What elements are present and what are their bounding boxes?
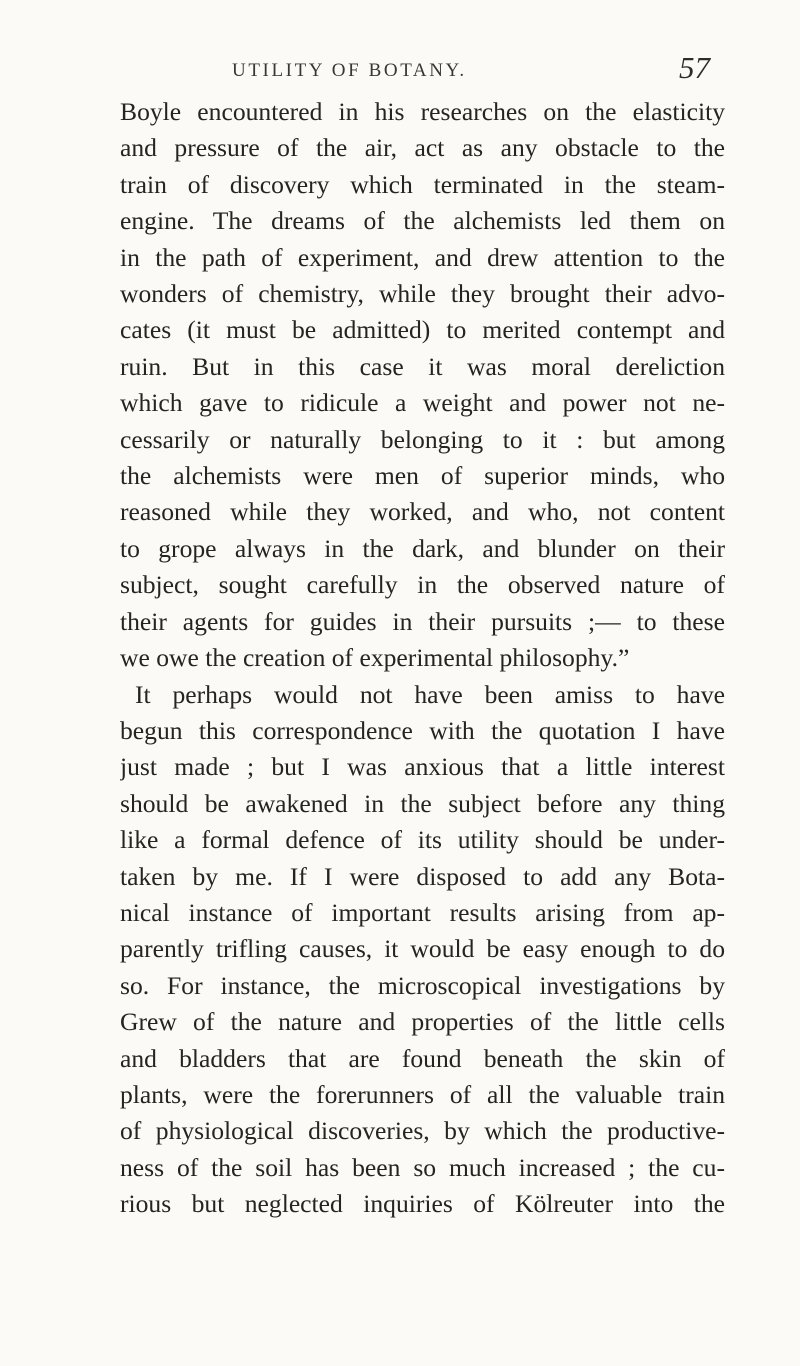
running-header bbox=[110, 50, 710, 94]
text-line: just made ; but I was anxious that a little interest bbox=[120, 752, 725, 782]
text-line: rious but neglected inquiries of Kölreuter into the bbox=[120, 1189, 725, 1219]
text-line: like a formal defence of its utility should be under- bbox=[120, 825, 725, 855]
text-line: the alchemists were men of superior minds, who bbox=[120, 461, 725, 491]
text-line: subject, sought carefully in the observed nature of bbox=[120, 570, 725, 600]
text-line: plants, were the forerunners of all the valuable train bbox=[120, 1079, 725, 1109]
text-line: cessarily or naturally belonging to it : but among bbox=[120, 424, 725, 454]
text-line: of physiological discoveries, by which the productive- bbox=[120, 1116, 725, 1146]
text-line: reasoned while they worked, and who, not content bbox=[120, 497, 725, 527]
paragraph-1 bbox=[120, 94, 725, 677]
text-line: train of discovery which terminated in the steam- bbox=[120, 169, 725, 199]
text-line: taken by me. If I were disposed to add any Bota- bbox=[120, 861, 725, 891]
text-line: their agents for guides in their pursuits ;— to these bbox=[120, 606, 725, 636]
text-line: in the path of experiment, and drew attention to the bbox=[120, 242, 725, 272]
text-line: to grope always in the dark, and blunder on their bbox=[120, 533, 725, 563]
text-line: wonders of chemistry, while they brought their advo- bbox=[120, 279, 725, 309]
text-line: should be awakened in the subject before any thing bbox=[120, 788, 725, 818]
text-line: It perhaps would not have been amiss to have bbox=[135, 679, 725, 709]
paragraph-2 bbox=[120, 677, 725, 1223]
text-line: and pressure of the air, act as any obstacle to the bbox=[120, 133, 725, 163]
text-line: Boyle encountered in his researches on the elasticity bbox=[120, 97, 725, 126]
text-line: so. For instance, the microscopical investigations by bbox=[120, 970, 725, 1000]
text-line: ness of the soil has been so much increased ; the cu- bbox=[120, 1152, 725, 1182]
text-line: we owe the creation of experimental philosophy.” bbox=[120, 643, 630, 673]
text-line: begun this correspondence with the quotation I have bbox=[120, 715, 725, 745]
text-line: engine. The dreams of the alchemists led them on bbox=[120, 206, 725, 236]
text-line: which gave to ridicule a weight and power not ne- bbox=[120, 388, 725, 418]
text-line: nical instance of important results arising from ap- bbox=[120, 897, 725, 927]
text-line: and bladders that are found beneath the skin of bbox=[120, 1043, 725, 1073]
page-number: 57 bbox=[679, 50, 710, 85]
text-line: parently trifling causes, it would be easy enough to do bbox=[120, 934, 725, 964]
running-title: UTILITY OF BOTANY. bbox=[232, 60, 467, 81]
text-line: cates (it must be admitted) to merited contempt and bbox=[120, 315, 725, 345]
text-line: Grew of the nature and properties of the little cells bbox=[120, 1007, 725, 1037]
body-text bbox=[120, 94, 725, 1223]
text-line: ruin. But in this case it was moral dereliction bbox=[120, 351, 725, 381]
